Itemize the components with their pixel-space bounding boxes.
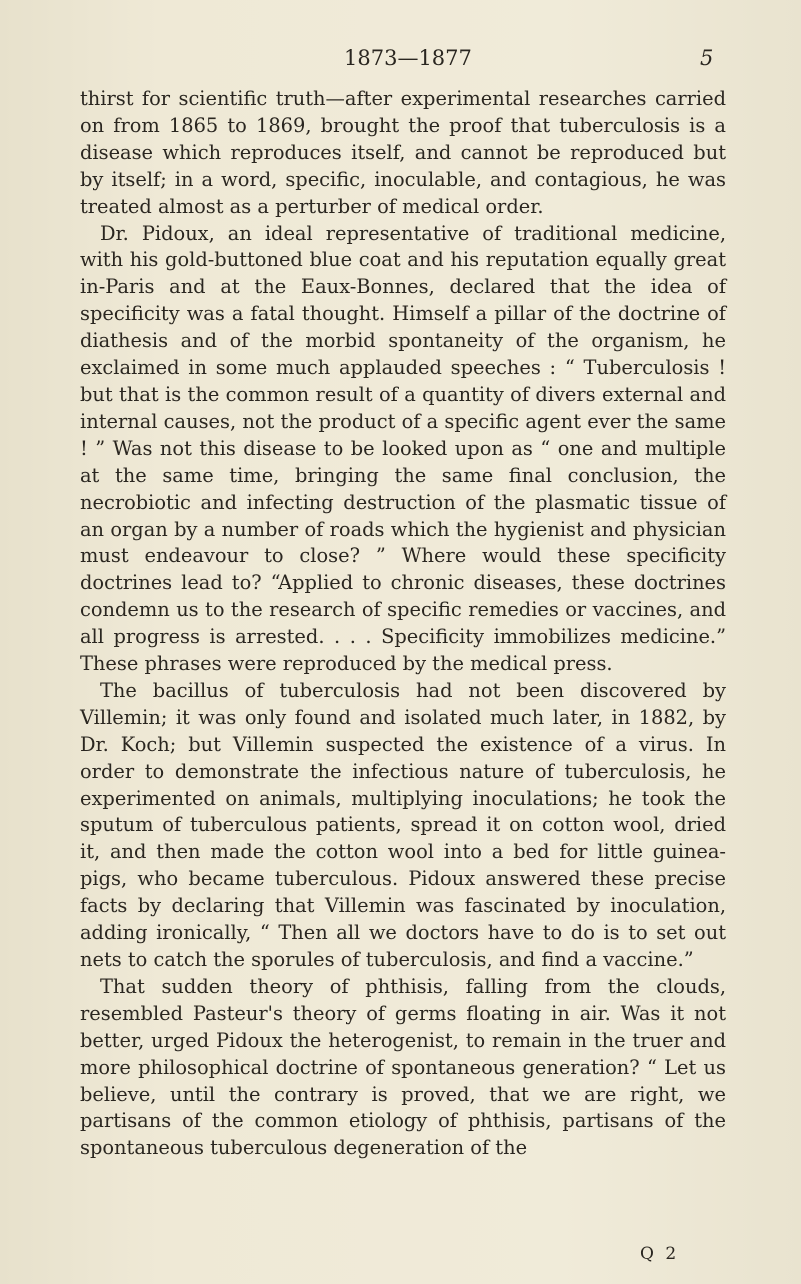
body-text xyxy=(80,86,726,1162)
paragraph-2: Dr. Pidoux, an ideal representative of traditional medicine, with his gold-buttoned blue coat and his reputation equally great in-Paris and at the Eaux-Bonnes, declared that the idea of specificity was a fatal thought. Himself a pillar of the doctrine of diathesis and of the morbid spontaneity of the organism, he exclaimed in some much applauded speeches : “ Tuberculosis ! but that is the common result of a quantity of divers external and internal causes, not the product of a specific agent ever the same ! ” Was not this disease to be looked upon as “ one and multiple at the same time, bringing the same final conclusion, the necrobiotic and infecting destruction of the plasmatic tissue of an organ by a number of roads which the hygienist and physician must endeavour to close? ” Where would these specificity doctrines lead to? “Applied to chronic diseases, these doctrines condemn us to the research of specific remedies or vaccines, and all progress is arrested. . . . Specificity immobilizes medicine.” These phrases were reproduced by the medical press. xyxy=(80,221,726,676)
running-head-date-range: 1873—1877 xyxy=(344,46,472,70)
page-number: 5 xyxy=(700,46,714,70)
running-head xyxy=(0,46,801,76)
paragraph-3: The bacillus of tuberculosis had not been discovered by Villemin; it was only found and isolated much later, in 1882, by Dr. Koch; but Villemin suspected the existence of a virus. In order to demonstrate the infectious nature of tuberculosis, he experimented on animals, multiplying inoculations; he took the sputum of tuberculous patients, spread it on cotton wool, dried it, and then made the cotton wool into a bed for little guinea-pigs, who became tuberculous. Pidoux answered these precise facts by declaring that Villemin was fascinated by inoculation, adding ironically, “ Then all we doctors have to do is to set out nets to catch the sporules of tuberculosis, and find a vaccine.” xyxy=(80,678,726,971)
signature-mark: Q 2 xyxy=(640,1244,680,1264)
paragraph-4: That sudden theory of phthisis, falling from the clouds, resembled Pasteur's theory of germs floating in air. Was it not better, urged Pidoux the heterogenist, to remain in the truer and more philosophical doctrine of spontaneous generation? “ Let us believe, until the contrary is proved, that we are right, we partisans of the common etiology of phthisis, partisans of the spontaneous tuberculous degeneration of the xyxy=(80,974,726,1160)
paragraph-1: thirst for scientific truth—after experimental researches carried on from 1865 to 1869, brought the proof that tuberculosis is a disease which reproduces itself, and cannot be reproduced but by itself; in a word, specific, inoculable, and contagious, he was treated almost as a perturber of medical order. xyxy=(80,87,726,218)
